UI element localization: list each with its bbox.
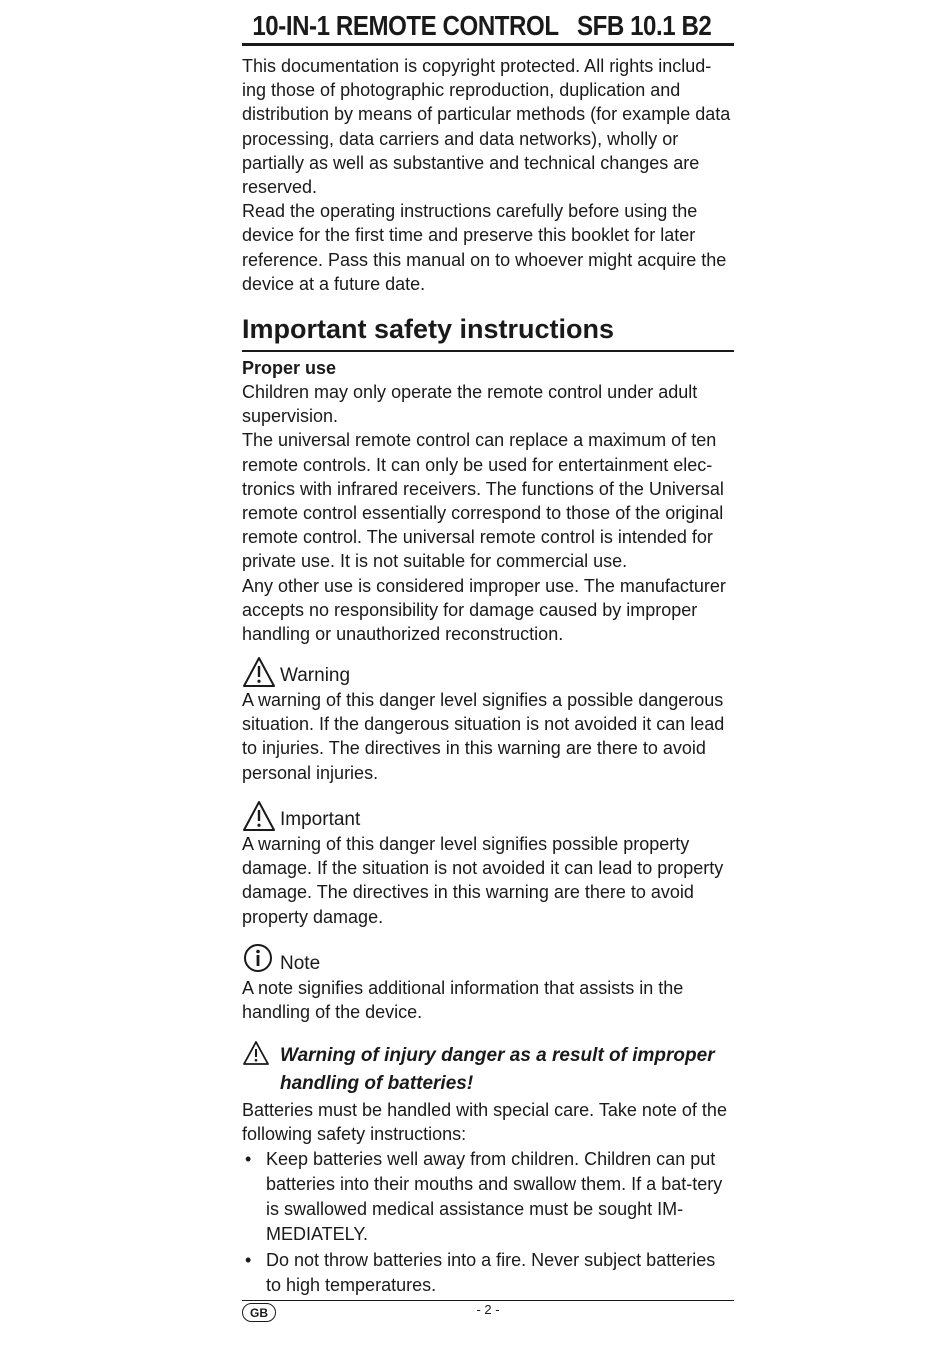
warning-triangle-icon bbox=[242, 800, 276, 832]
proper-use-heading: Proper use bbox=[242, 358, 337, 378]
important-section bbox=[242, 800, 734, 929]
proper-use-paragraph-2: The universal remote control can replace a maximum of ten remote controls. It can only be used for entertainment elec-tronics with infrared receivers. The functions of the Universal remote control essentially correspond to those of the original remote control. The universal remote control is intended for private use. It is not suitable for commercial use. bbox=[242, 430, 724, 572]
important-label: Important bbox=[280, 809, 361, 830]
safety-heading: Important safety instructions bbox=[242, 314, 615, 344]
warning-section bbox=[242, 656, 734, 785]
info-circle-icon bbox=[242, 944, 276, 976]
list-item: • Do not throw batteries into a fire. Never subject batteries to high temperatures. bbox=[242, 1248, 734, 1298]
warning-label-row bbox=[242, 656, 734, 688]
country-badge: GB bbox=[242, 1303, 276, 1322]
read-instructions-paragraph: Read the operating instructions carefully before using the device for the first time and preserve this booklet for later reference. Pass this manual on to whoever might acquire the device at a future date. bbox=[242, 201, 727, 294]
warning-triangle-icon bbox=[242, 656, 276, 688]
list-item: • Keep batteries well away from children. Children can put batteries into their mouths and swallow them. If a bat-tery is swallowed medical assistance must be sought IM-MEDIATELY. bbox=[242, 1147, 734, 1247]
battery-warning-heading: Warning of injury danger as a result of improper handling of batteries! bbox=[280, 1045, 715, 1094]
battery-warning-heading-row bbox=[242, 1042, 734, 1098]
safety-heading-rule bbox=[242, 350, 734, 352]
footer-rule bbox=[242, 1300, 734, 1301]
note-label-row bbox=[242, 944, 734, 976]
copyright-paragraph: This documentation is copyright protected. All rights includ-ing those of photographic reproduction, duplication and distribution by means of particular methods (for example data processing, data carriers and data networks), wholly or partially as well as substantive and technical changes are reserved. bbox=[242, 56, 731, 198]
proper-use-section bbox=[242, 356, 734, 646]
battery-intro: Batteries must be handled with special care. Take note of the following safety instructions: bbox=[242, 1100, 727, 1145]
warning-label: Warning bbox=[280, 665, 351, 686]
note-text: A note signifies additional information that assists in the handling of the device. bbox=[242, 978, 684, 1023]
proper-use-paragraph-3: Any other use is considered improper use. The manufacturer accepts no responsibility for damage caused by improper handling or unauthorized reconstruction. bbox=[242, 575, 726, 645]
note-section bbox=[242, 944, 734, 1024]
important-text: A warning of this danger level signifies possible property damage. If the situation is not avoided it can lead to property damage. The directives in this warning are there to avoid property damage. bbox=[242, 834, 724, 927]
page-number: - 2 - bbox=[476, 1302, 500, 1317]
important-label-row bbox=[242, 800, 734, 832]
warning-text: A warning of this danger level signifies a possible dangerous situation. If the dangerous situation is not avoided it can lead to injuries. The directives in this warning are there to avoid personal injuries. bbox=[242, 690, 725, 783]
document-title: 10-IN-1 REMOTE CONTROL SFB 10.1 B2 bbox=[252, 10, 712, 41]
battery-warning-section bbox=[242, 1042, 734, 1298]
note-label: Note bbox=[280, 953, 321, 974]
intro-section bbox=[242, 54, 734, 296]
proper-use-paragraph-1: Children may only operate the remote control under adult supervision. bbox=[242, 382, 698, 427]
warning-triangle-icon bbox=[242, 1040, 270, 1066]
battery-bullet-list bbox=[242, 1147, 734, 1298]
title-underline bbox=[242, 43, 734, 46]
